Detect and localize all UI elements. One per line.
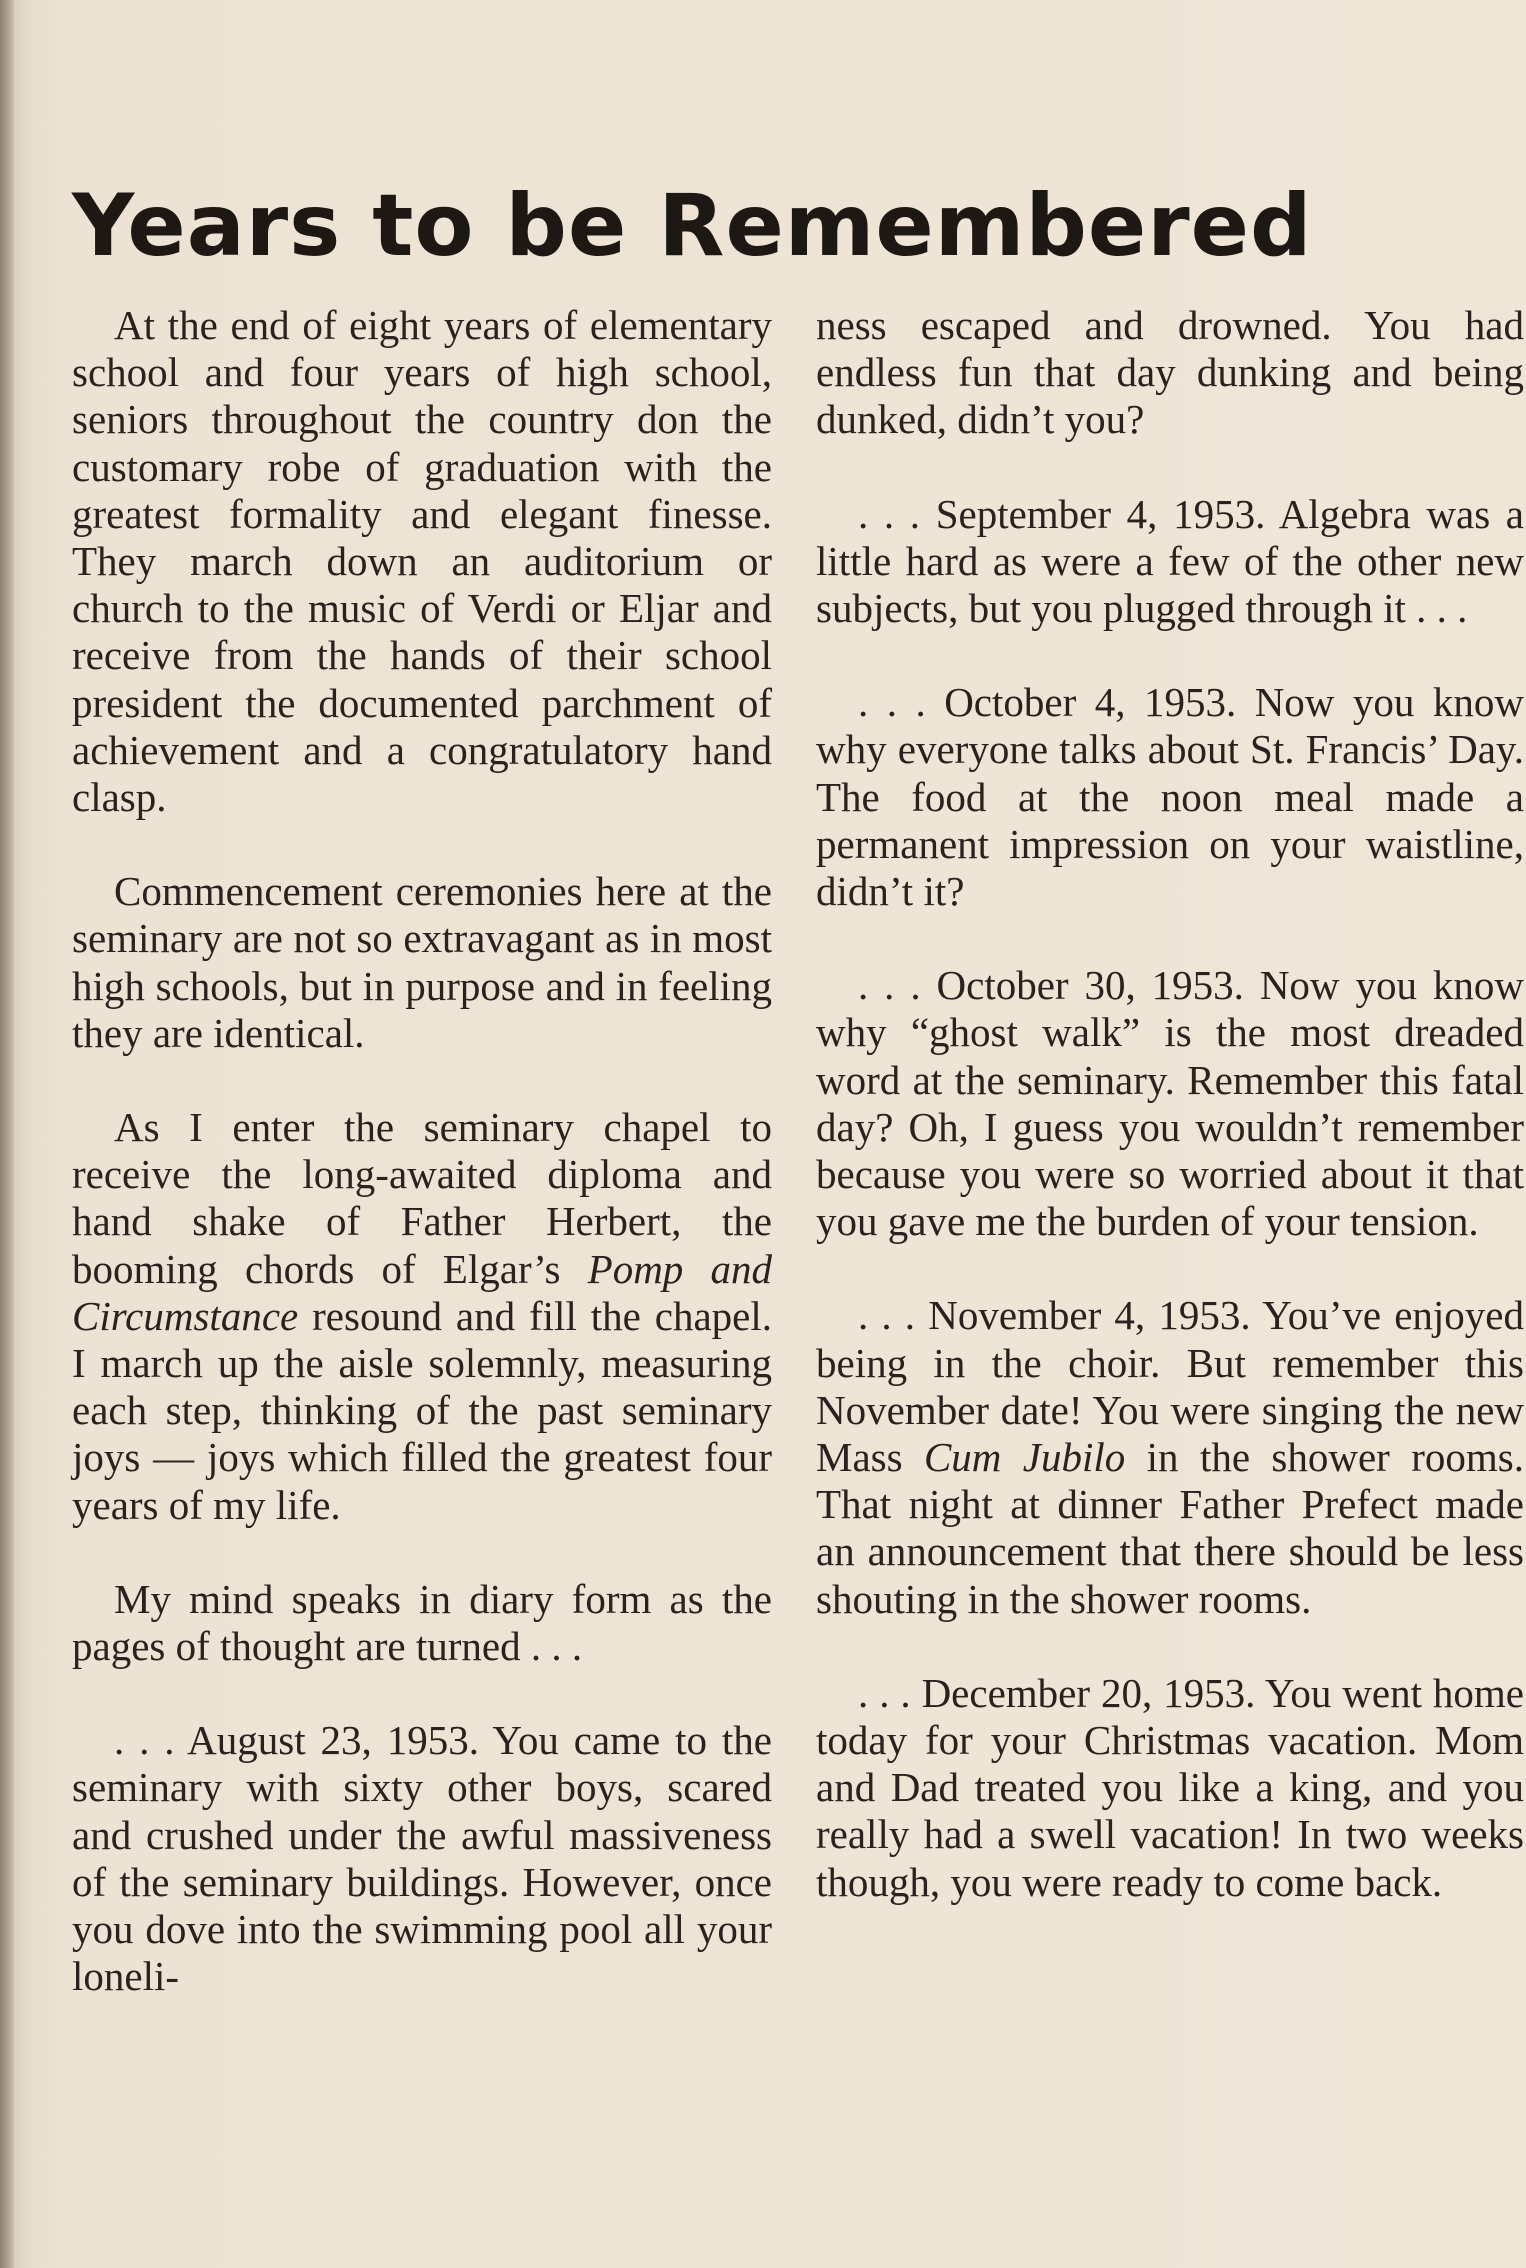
paragraph-text: . . . August 23, 1953. You came to the seminary with sixty other boys, scared and crushed under the awful massiveness of the seminary buildings. However, once you dove into the swimming pool all your loneli- [72,1717,772,2000]
paragraph-text: As I enter the seminary chapel to receive the long-awaited diploma and hand shake of Father Herbert, the booming chords of Elgar’s [72,1104,772,1292]
paragraph-text: . . . October 30, 1953. Now you know why “ghost walk” is the most dreaded word at the seminary. Remember this fatal day? Oh, I guess you wouldn’t remember because you were so worried about it that you gave me the burden of your tension. [816,962,1524,1245]
paragraph-text: ness escaped and drowned. You had endless fun that day dunking and being dunked, didn’t you? [816,302,1524,443]
paragraph-text: At the end of eight years of elementary school and four years of high school, seniors throughout the country don the customary robe of graduation with the greatest formality and elegant finesse. They march down an auditorium or church to the music of Verdi or Eljar and receive from the hands of their school president the documented parchment of achievement and a congratulatory hand clasp. [72,302,772,821]
paragraph [72,1576,772,1670]
article-title: Years to be Remembered [72,175,1313,276]
paragraph [816,962,1524,1245]
paragraph [816,1670,1524,1906]
page-binding-edge [0,0,14,2268]
paragraph-text: . . . November 4, 1953. You’ve enjoyed being in the choir. But remember this November date! You were singing the new Mass [816,1292,1524,1481]
paragraph-text: . . . December 20, 1953. You went home today for your Christmas vacation. Mom and Dad treated you like a king, and you really had a swell vacation! In two weeks though, you were ready to come back. [816,1669,1524,1905]
italic-title-text: Pomp and Circumstance [72,1245,772,1339]
paragraph-text: . . . October 4, 1953. Now you know why everyone talks about St. Francis’ Day. The food at the noon meal made a permanent impression on your waistline, didn’t it? [816,679,1524,915]
paragraph-text: in the shower rooms. That night at dinner Father Prefect made an announcement that there should be less shouting in the shower rooms. [816,1434,1524,1622]
left-column [72,302,772,2001]
paragraph-text: Commencement ceremonies here at the seminary are not so extravagant as in most high schools, but in purpose and in feeling they are identical. [72,868,772,1056]
paragraph [816,679,1524,915]
paragraph [72,868,772,1057]
paragraph [72,302,772,821]
italic-title-text: Cum Jubilo [923,1434,1126,1481]
paragraph [816,302,1524,444]
right-column [816,302,1524,1906]
paragraph [72,1104,772,1529]
paragraph-text: . . . September 4, 1953. Algebra was a little hard as were a few of the other new subjects, but you plugged through it . . . [816,490,1524,632]
paragraph [72,1717,772,2000]
paragraph-text: My mind speaks in diary form as the pages of thought are turned . . . [72,1575,772,1670]
paragraph [816,1292,1524,1622]
paragraph [816,491,1524,633]
paragraph-text: resound and fill the chapel. I march up the aisle solemnly, measuring each step, thinking of the past seminary joys — joys which filled the greatest four years of my life. [72,1292,772,1528]
